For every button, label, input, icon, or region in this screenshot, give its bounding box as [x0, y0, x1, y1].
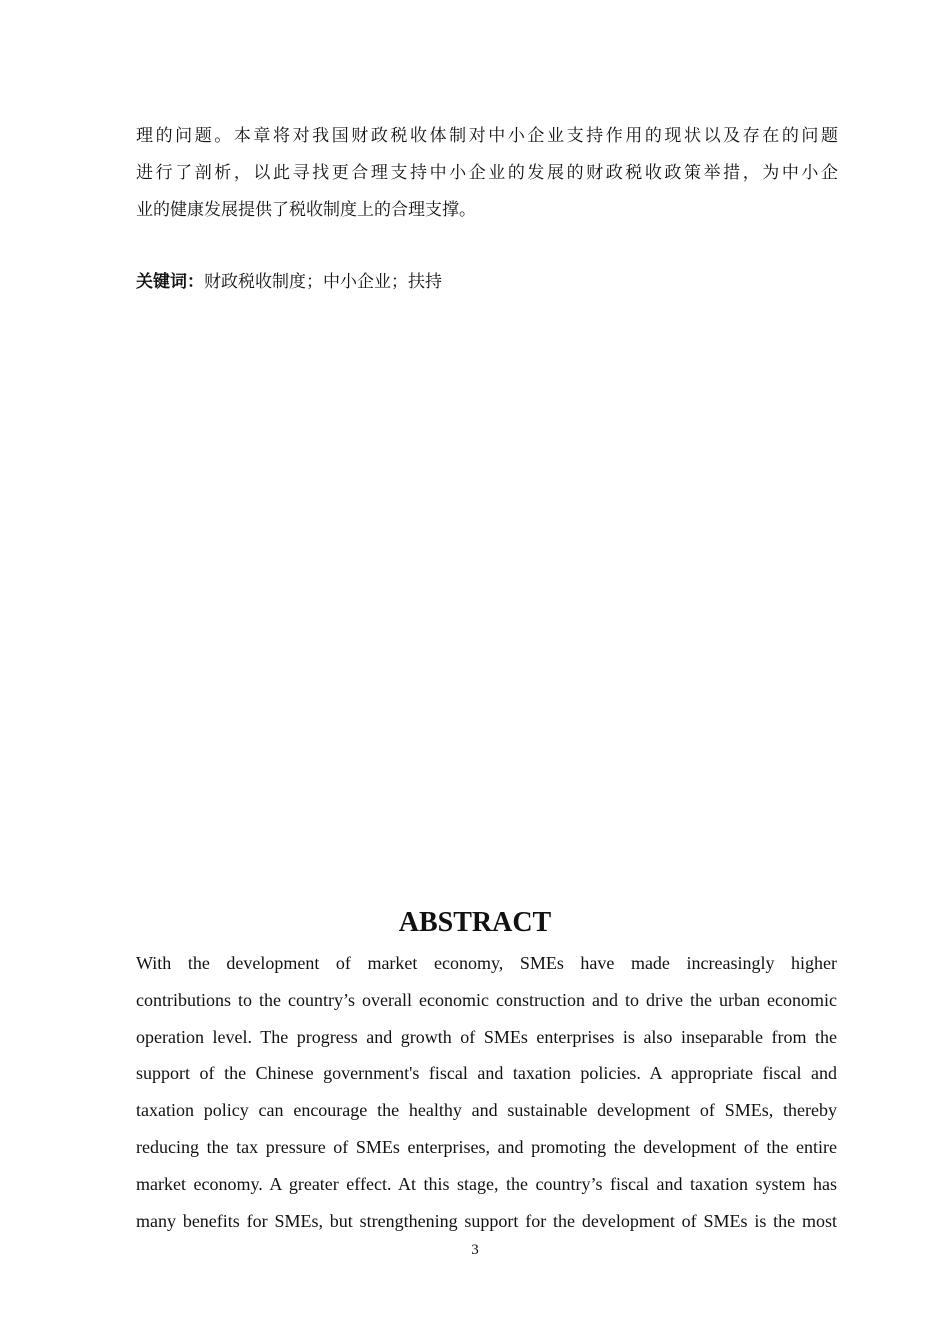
english-abstract-line: reducing the tax pressure of SMEs enterprises, and promoting the development of the entire — [136, 1136, 837, 1157]
keywords-line — [136, 264, 442, 301]
english-abstract-line: taxation policy can encourage the healthy and sustainable development of SMEs, thereby — [136, 1100, 837, 1121]
english-abstract-line: market economy. A greater effect. At this stage, the country’s fiscal and taxation system has — [136, 1173, 837, 1194]
chinese-abstract-line: 业的健康发展提供了税收制度上的合理支撑。 — [136, 200, 476, 220]
chinese-abstract-line: 理的问题。本章将对我国财政税收体制对中小企业支持作用的现状以及存在的问题 — [136, 126, 838, 146]
english-abstract-line: operation level. The progress and growth of SMEs enterprises is also inseparable from the — [136, 1026, 837, 1047]
english-abstract-line: With the development of market economy, SMEs have made increasingly higher — [136, 953, 837, 973]
chinese-abstract-line: 进行了剖析，以此寻找更合理支持中小企业的发展的财政税收政策举措，为中小企 — [136, 163, 838, 183]
english-abstract-line: support of the Chinese government's fiscal and taxation policies. A appropriate fiscal and — [136, 1063, 837, 1084]
english-abstract-line: many benefits for SMEs, but strengthening support for the development of SMEs is the most — [136, 1210, 837, 1231]
keywords-text: 财政税收制度；中小企业；扶持 — [204, 272, 442, 292]
abstract-heading: ABSTRACT — [398, 907, 552, 938]
chinese-abstract-paragraph — [136, 118, 838, 229]
english-abstract-line: contributions to the country’s overall economic construction and to drive the urban economic — [136, 989, 837, 1010]
page-number: 3 — [471, 1242, 479, 1258]
english-abstract-paragraph — [136, 945, 837, 1239]
keywords-label: 关键词： — [136, 272, 204, 292]
